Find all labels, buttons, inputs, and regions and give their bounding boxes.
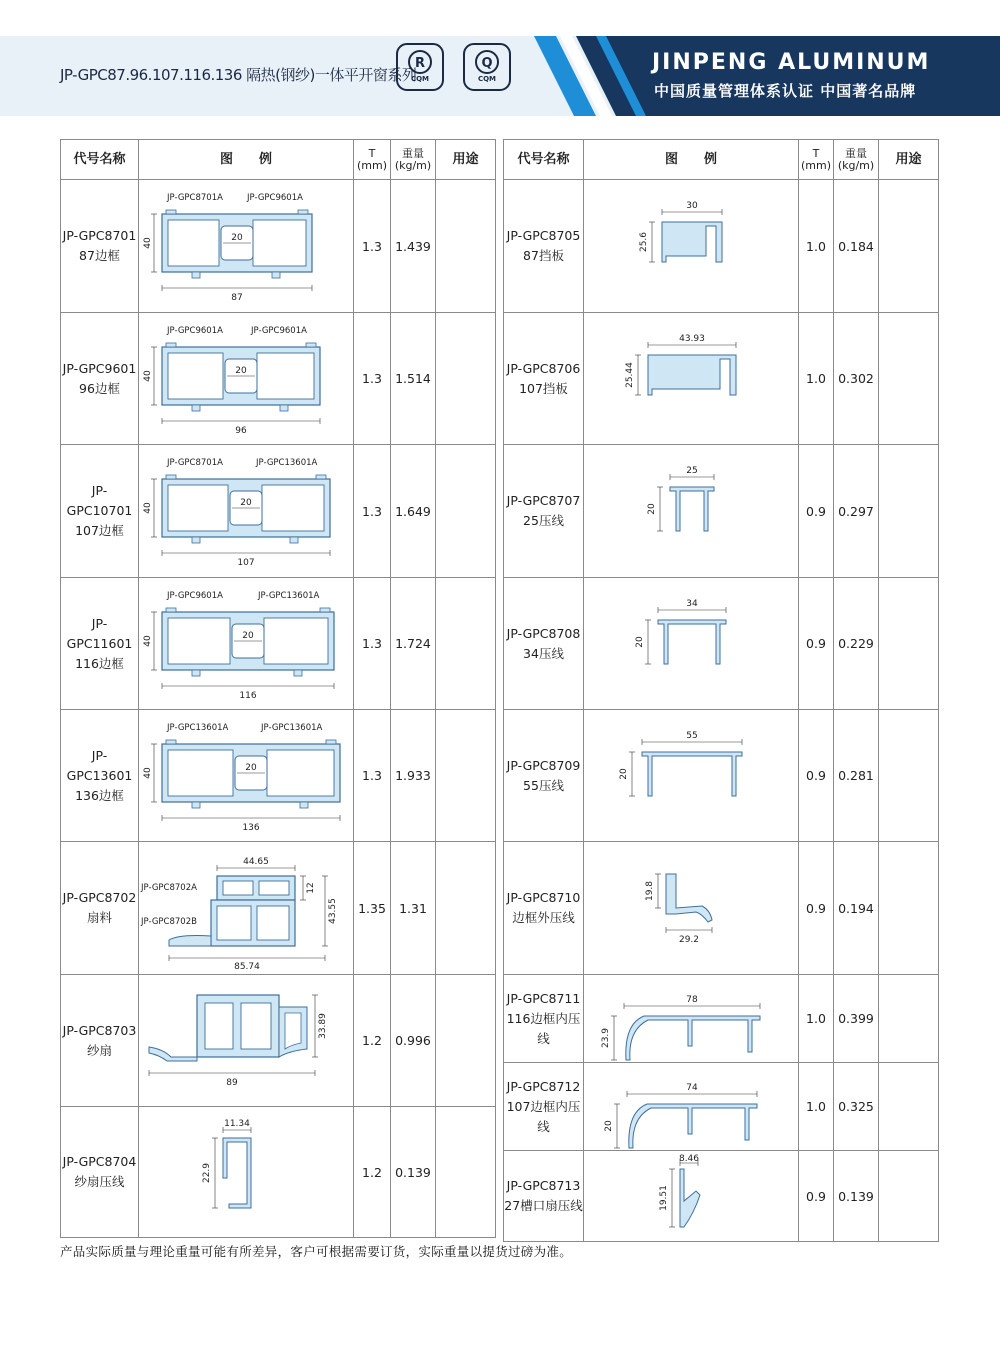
use-cell	[436, 445, 496, 578]
thickness-cell: 1.35	[354, 842, 391, 975]
thickness-cell: 1.0	[799, 975, 834, 1063]
part-label-a: JP-GPC13601A	[167, 722, 229, 733]
dim-height: 23.9	[601, 1027, 611, 1048]
dim-top-width: 44.65	[243, 857, 269, 867]
profile-code-cell	[504, 445, 584, 578]
profile-code-cell	[61, 445, 139, 578]
use-cell	[879, 975, 939, 1063]
use-cell	[436, 313, 496, 445]
cqm-r-logo	[395, 42, 445, 92]
dim-height: 20	[619, 767, 629, 780]
profile-figure-cell	[584, 842, 799, 975]
profile-drawing	[584, 447, 799, 575]
use-cell	[436, 1107, 496, 1238]
col-weight-label: 重量	[402, 146, 424, 160]
table-row	[61, 710, 496, 842]
dim-width: 25	[686, 466, 698, 476]
profile-name: 34压线	[523, 645, 564, 661]
left-table-header	[61, 140, 496, 180]
profile-code: JP-GPC9601	[62, 360, 137, 376]
profile-name: 116边框内压线	[506, 1010, 581, 1046]
col-weight	[391, 140, 436, 180]
profile-drawing	[584, 712, 799, 840]
dim-width: 11.34	[224, 1119, 250, 1129]
part-label-b: JP-GPC13601A	[261, 722, 323, 733]
profile-code-cell	[504, 710, 584, 842]
thickness-cell: 1.2	[354, 1107, 391, 1238]
use-cell	[436, 180, 496, 313]
use-cell	[879, 313, 939, 445]
profile-drawing	[584, 976, 799, 1062]
profile-name: 扇料	[86, 910, 112, 925]
profile-code: JP-GPC8708	[506, 625, 581, 641]
table-row	[504, 975, 939, 1063]
profile-figure-cell	[584, 1151, 799, 1242]
thickness-cell: 1.2	[354, 975, 391, 1107]
use-cell	[436, 842, 496, 975]
dim-height: 20	[635, 635, 645, 648]
part-label-b: JP-GPC8702B	[141, 917, 197, 927]
profile-code-cell	[504, 313, 584, 445]
dim-height: 22.9	[202, 1162, 212, 1184]
table-row	[504, 578, 939, 710]
dim-width: 89	[226, 1077, 238, 1088]
cqm-q-text: CQM	[477, 75, 497, 83]
profile-name: 107边框内压线	[506, 1098, 581, 1134]
profile-code: JP-GPC8709	[506, 757, 581, 773]
dim-width: 87	[231, 293, 243, 303]
profile-figure-cell	[584, 180, 799, 313]
profile-figure-cell	[584, 1063, 799, 1151]
weight-cell: 1.439	[391, 180, 436, 313]
cqm-q-logo	[462, 42, 512, 92]
profile-drawing	[139, 844, 354, 972]
weight-cell: 0.996	[391, 975, 436, 1107]
profile-figure-cell	[139, 445, 354, 578]
part-label-b: JP-GPC13601A	[256, 458, 318, 468]
weight-cell: 0.302	[834, 313, 879, 445]
profile-code: JP-GPC8707	[506, 493, 581, 508]
profile-drawing	[139, 580, 354, 708]
part-label-b: JP-GPC9601A	[247, 193, 303, 203]
dim-width: 96	[235, 425, 247, 436]
part-label-a: JP-GPC9601A	[167, 325, 223, 336]
profile-drawing	[584, 844, 799, 972]
use-cell	[879, 180, 939, 313]
profile-name: 27槽口扇压线	[504, 1198, 583, 1213]
profile-name: 25压线	[523, 513, 564, 528]
profile-code-cell	[61, 975, 139, 1107]
part-label-a: JP-GPC9601A	[167, 590, 223, 601]
dim-width: 30	[686, 201, 698, 211]
profile-drawing	[584, 1064, 799, 1150]
thickness-cell: 1.3	[354, 313, 391, 445]
part-label-a: JP-GPC8701A	[167, 193, 223, 203]
profile-code: JP-GPC8703	[62, 1022, 137, 1038]
dim-width: 34	[686, 598, 698, 609]
col-weight	[834, 140, 879, 180]
dim-height: 20	[647, 503, 657, 515]
profile-name: 55压线	[523, 777, 564, 793]
col-weight-unit: (kg/m)	[837, 158, 875, 172]
weight-cell: 0.297	[834, 445, 879, 578]
weight-cell: 0.194	[834, 842, 879, 975]
col-t	[799, 140, 834, 180]
cqm-r-text: CQM	[410, 75, 430, 83]
profile-code: JP-GPC10701	[66, 483, 133, 518]
table-row	[504, 842, 939, 975]
profile-code: JP-GPC8701	[62, 228, 137, 243]
dim-width: 29.2	[678, 935, 700, 945]
profile-figure-cell	[139, 313, 354, 445]
profile-code-cell	[61, 1107, 139, 1238]
profile-figure-cell	[584, 975, 799, 1063]
col-t-label: T	[812, 146, 820, 160]
thickness-cell: 1.3	[354, 578, 391, 710]
col-use: 用途	[879, 140, 939, 180]
weight-cell: 0.184	[834, 180, 879, 313]
dim-total-height: 43.55	[328, 898, 338, 924]
dim-thermal-break: 20	[242, 630, 254, 641]
left-spec-table	[60, 139, 496, 1238]
table-row	[61, 578, 496, 710]
thickness-cell: 1.0	[799, 313, 834, 445]
dim-thermal-break: 20	[235, 365, 247, 376]
profile-code-cell	[504, 1151, 584, 1242]
profile-name: 边框外压线	[512, 910, 575, 925]
profile-code: JP-GPC8713	[506, 1178, 581, 1193]
dim-thermal-break: 20	[245, 762, 257, 773]
weight-cell: 1.649	[391, 445, 436, 578]
weight-cell: 0.399	[834, 975, 879, 1063]
profile-figure-cell	[139, 710, 354, 842]
profile-drawing	[584, 580, 799, 708]
profile-name: 87挡板	[523, 248, 564, 263]
profile-figure-cell	[139, 578, 354, 710]
profile-figure-cell	[584, 710, 799, 842]
dim-height: 40	[143, 237, 153, 249]
col-t-unit: (mm)	[800, 158, 831, 172]
dim-width: 74	[686, 1082, 698, 1093]
table-row	[504, 710, 939, 842]
profile-figure-cell	[139, 180, 354, 313]
page-header	[0, 0, 1000, 118]
col-weight-unit: (kg/m)	[394, 158, 432, 172]
table-row	[61, 842, 496, 975]
dim-height: 40	[143, 502, 153, 514]
table-row	[504, 180, 939, 313]
cqm-q-letter: Q	[481, 56, 493, 71]
thickness-cell: 1.3	[354, 445, 391, 578]
dim-height: 25.6	[639, 231, 649, 253]
use-cell	[436, 578, 496, 710]
dim-height: 40	[143, 369, 153, 382]
right-spec-table	[503, 139, 939, 1242]
dim-height: 19.51	[659, 1185, 669, 1211]
profile-name: 纱扇	[86, 1042, 112, 1058]
col-use: 用途	[436, 140, 496, 180]
part-label-b: JP-GPC13601A	[258, 590, 320, 601]
weight-cell: 0.139	[834, 1151, 879, 1242]
dim-width: 136	[242, 822, 260, 833]
col-t-label: T	[368, 146, 376, 160]
thickness-cell: 0.9	[799, 1151, 834, 1242]
brand-name: JINPENG ALUMINUM	[652, 50, 931, 75]
profile-figure-cell	[139, 842, 354, 975]
profile-code-cell	[504, 578, 584, 710]
profile-code-cell	[61, 313, 139, 445]
weight-cell: 1.31	[391, 842, 436, 975]
profile-code-cell	[504, 180, 584, 313]
table-row	[61, 445, 496, 578]
profile-code-cell	[61, 842, 139, 975]
use-cell	[879, 578, 939, 710]
profile-code: JP-GPC8710	[506, 890, 581, 905]
table-row	[61, 975, 496, 1107]
table-row	[61, 1107, 496, 1238]
profile-drawing	[139, 977, 354, 1105]
profile-figure-cell	[584, 313, 799, 445]
table-row	[504, 313, 939, 445]
profile-drawing	[139, 447, 354, 575]
profile-code: JP-GPC8704	[62, 1154, 137, 1169]
profile-code-cell	[504, 975, 584, 1063]
table-row	[61, 180, 496, 313]
col-code: 代号名称	[61, 140, 139, 180]
table-row	[504, 1151, 939, 1242]
weight-cell: 0.139	[391, 1107, 436, 1238]
dim-height: 20	[604, 1119, 614, 1132]
profile-drawing	[139, 1108, 354, 1236]
use-cell	[879, 842, 939, 975]
dim-thermal-break: 20	[240, 498, 252, 508]
use-cell	[879, 710, 939, 842]
weight-cell: 1.514	[391, 313, 436, 445]
profile-code: JP-GPC8711	[506, 990, 581, 1006]
weight-cell: 0.281	[834, 710, 879, 842]
col-code: 代号名称	[504, 140, 584, 180]
brand-slogan: 中国质量管理体系认证 中国著名品牌	[654, 82, 917, 100]
right-table-header	[504, 140, 939, 180]
thickness-cell: 0.9	[799, 445, 834, 578]
profile-drawing	[584, 1151, 799, 1241]
profile-name: 136边框	[75, 787, 124, 803]
dim-height: 25.44	[625, 361, 635, 388]
profile-name: 纱扇压线	[74, 1174, 125, 1189]
col-t-unit: (mm)	[356, 158, 387, 172]
footnote: 产品实际质量与理论重量可能有所差异，客户可根据需要订货，实际重量以提货过磅为准。	[60, 1244, 573, 1259]
use-cell	[436, 710, 496, 842]
profile-name: 87边框	[79, 248, 120, 263]
use-cell	[879, 445, 939, 578]
dim-width: 78	[686, 994, 698, 1005]
profile-code: JP-GPC13601	[66, 747, 133, 783]
profile-name: 96边框	[79, 380, 120, 396]
thickness-cell: 1.3	[354, 710, 391, 842]
profile-drawing	[139, 712, 354, 840]
weight-cell: 0.229	[834, 578, 879, 710]
profile-code: JP-GPC8702	[62, 890, 137, 905]
dim-thermal-break: 20	[231, 233, 243, 243]
profile-figure-cell	[584, 578, 799, 710]
weight-cell: 0.325	[834, 1063, 879, 1151]
thickness-cell: 1.3	[354, 180, 391, 313]
profile-name: 116边框	[75, 655, 124, 671]
dim-width: 55	[686, 730, 698, 741]
col-t	[354, 140, 391, 180]
use-cell	[879, 1151, 939, 1242]
col-figure: 图 例	[584, 140, 799, 180]
profile-drawing	[139, 182, 354, 310]
profile-drawing	[584, 182, 799, 310]
profile-code-cell	[504, 1063, 584, 1151]
part-label-a: JP-GPC8701A	[167, 458, 223, 468]
dim-width: 43.93	[679, 333, 705, 344]
dim-height: 19.8	[645, 880, 655, 902]
table-row	[504, 445, 939, 578]
profile-figure-cell	[139, 975, 354, 1107]
dim-upper-height: 12	[306, 882, 316, 894]
profile-code-cell	[61, 180, 139, 313]
dim-total-width: 85.74	[234, 962, 260, 972]
use-cell	[436, 975, 496, 1107]
thickness-cell: 1.0	[799, 180, 834, 313]
part-label-a: JP-GPC8702A	[141, 883, 197, 893]
thickness-cell: 0.9	[799, 842, 834, 975]
use-cell	[879, 1063, 939, 1151]
dim-width: 116	[239, 690, 257, 701]
dim-height: 40	[143, 766, 153, 779]
profile-code-cell	[61, 710, 139, 842]
table-row	[61, 313, 496, 445]
profile-code: JP-GPC8712	[506, 1078, 581, 1094]
cqm-r-letter: R	[414, 56, 426, 71]
dim-height: 33.89	[318, 1012, 328, 1039]
profile-drawing	[584, 315, 799, 443]
profile-code: JP-GPC8705	[506, 228, 581, 243]
cqm-r-logo-icon	[395, 42, 445, 92]
profile-drawing	[139, 315, 354, 443]
part-label-b: JP-GPC9601A	[251, 325, 307, 336]
dim-height: 40	[143, 634, 153, 647]
cqm-q-logo-icon	[462, 42, 512, 92]
table-row	[504, 1063, 939, 1151]
profile-figure-cell	[584, 445, 799, 578]
dim-width: 107	[237, 558, 255, 568]
profile-name: 107边框	[75, 523, 124, 538]
profile-code: JP-GPC8706	[506, 360, 581, 376]
profile-code: JP-GPC11601	[66, 615, 133, 651]
weight-cell: 1.933	[391, 710, 436, 842]
thickness-cell: 0.9	[799, 710, 834, 842]
series-title: JP-GPC87.96.107.116.136 隔热(钢纱)一体平开窗系列	[60, 66, 417, 84]
col-figure: 图 例	[139, 140, 354, 180]
profile-figure-cell	[139, 1107, 354, 1238]
profile-name: 107挡板	[519, 380, 568, 396]
dim-width: 8.46	[678, 1154, 700, 1164]
profile-code-cell	[504, 842, 584, 975]
thickness-cell: 0.9	[799, 578, 834, 710]
thickness-cell: 1.0	[799, 1063, 834, 1151]
weight-cell: 1.724	[391, 578, 436, 710]
col-weight-label: 重量	[845, 146, 867, 160]
profile-code-cell	[61, 578, 139, 710]
